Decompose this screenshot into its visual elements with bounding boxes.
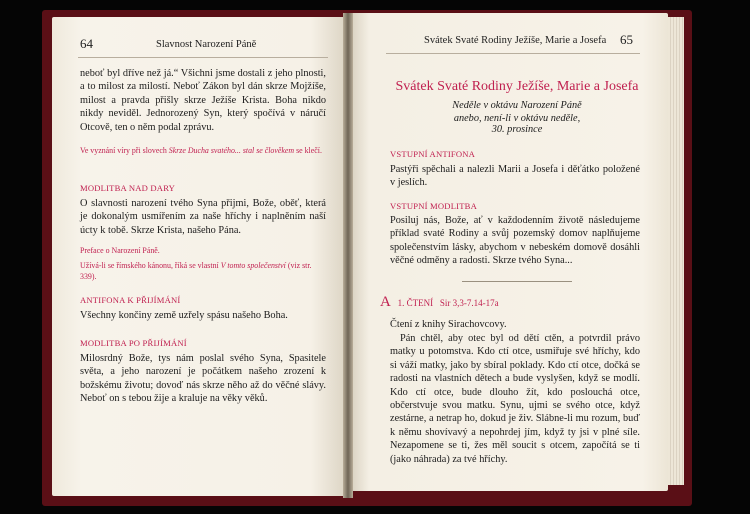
reading-reference: Sir 3,3-7.14-17a bbox=[439, 298, 499, 308]
feast-date: 30. prosince bbox=[491, 124, 543, 135]
offertory-text: O slavnosti narození tvého Syna přijmi, Bože, oběť, která je dokonalým usmířením za naše hříchy i naplněním naší úcty k tobě. Skrze Krista, našeho Pána. bbox=[80, 198, 326, 236]
post-communion-heading: MODLITBA PO PŘIJÍMÁNÍ bbox=[80, 338, 187, 348]
reading-intro: Čtení z knihy Sirachovcovy. bbox=[390, 319, 507, 330]
reading-label: 1. ČTENÍ bbox=[397, 298, 434, 308]
communion-text: Všechny končiny země uzřely spásu našeho Boha. bbox=[80, 310, 288, 321]
cycle-letter: A bbox=[380, 294, 391, 310]
subtitle-line-2: anebo, není-li v oktávu neděle, bbox=[453, 112, 581, 124]
right-page bbox=[350, 13, 668, 491]
reading-header bbox=[380, 294, 499, 311]
section-divider bbox=[462, 281, 572, 282]
running-header-right: Svátek Svaté Rodiny Ježíše, Marie a Josefa bbox=[424, 35, 607, 46]
feast-subtitle bbox=[386, 100, 648, 125]
header-rule-left bbox=[78, 57, 328, 58]
running-header-left: Slavnost Narození Páně bbox=[156, 39, 257, 50]
book-gutter bbox=[343, 13, 353, 498]
collect-heading: VSTUPNÍ MODLITBA bbox=[390, 201, 477, 211]
preface-note: Preface o Narození Páně. bbox=[80, 246, 160, 255]
rubric-creed: Ve vyznání víry při slovech Skrze Ducha svatého... stal se člověkem se klečí. bbox=[80, 146, 322, 155]
entrance-heading: VSTUPNÍ ANTIFONA bbox=[390, 149, 476, 159]
feast-title: Svátek Svaté Rodiny Ježíše, Marie a Josefa bbox=[395, 79, 639, 94]
communion-heading: ANTIFONA K PŘIJÍMÁNÍ bbox=[80, 295, 181, 305]
collect-text: Posiluj nás, Bože, ať v každodenním životě následujeme příklad svaté Rodiny a svůj pozemský domov naplňujeme společenstvím lásky, abychom v nebeském domově dosáhli věčné odměny a radosti. Skrze tvého Syna... bbox=[390, 215, 640, 267]
offertory-heading: MODLITBA NAD DARY bbox=[80, 183, 176, 193]
page-number-right: 65 bbox=[620, 32, 633, 47]
header-rule-right bbox=[386, 53, 640, 54]
entrance-text: Pastýři spěchali a nalezli Marii a Josefa i děťátko položené v jeslích. bbox=[390, 164, 640, 189]
reading-text: Pán chtěl, aby otec byl od dětí ctěn, a potvrdil právo matky u potomstva. Kdo ctí otce, usmiřuje své hříchy, kdo si váží matky, jako by sbíral poklady. Kdo ctí otce, dočká se radosti na vlastních dětech a bude vyslyšen, když se modlí. Kdo ctí otce, bude dlouho žít, kdo poslouchá otce, občerstvuje svou matku. Synu, ujmi se svého otce, když zestárne, a netrap ho, dokud je živ. Slábne-li mu rozum, buď k němu shovívavý a nepohrdej jím, když ty jsi v plné síle. Nezapomene se ti, žes měl soucit s otcem, započítá se ti (jako náhrada) za tvé hříchy. bbox=[390, 333, 640, 465]
left-page bbox=[52, 17, 346, 496]
subtitle-line-1: Neděle v oktávu Narození Páně bbox=[452, 100, 582, 111]
post-communion-text: Milosrdný Bože, tys nám poslal svého Syna, Spasitele světa, a jeho narození je počátkem našeho zrození k božskému životu; dovoď nás skrze něho až do věčné slávy. Neboť on s tebou žije a kraluje na věky věků. bbox=[80, 353, 326, 405]
page-number-left: 64 bbox=[80, 36, 93, 51]
canon-note: Užívá-li se římského kánonu, říká se vlastní V tomto společenství (viz str. 339). bbox=[80, 261, 312, 281]
page-edges bbox=[668, 17, 684, 485]
gospel-conclusion: neboť byl dříve než já.“ Všichni jsme dostali z jeho plnosti, a to milost za milostí. Neboť Zákon byl dán skrze Mojžíše, milost a pravda přišly skrze Ježíše Krista. Boha nikdo nikdy neviděl. Jednorozený Syn, který spočívá v náručí Otcově, ten o něm podal zprávu. bbox=[80, 68, 326, 133]
